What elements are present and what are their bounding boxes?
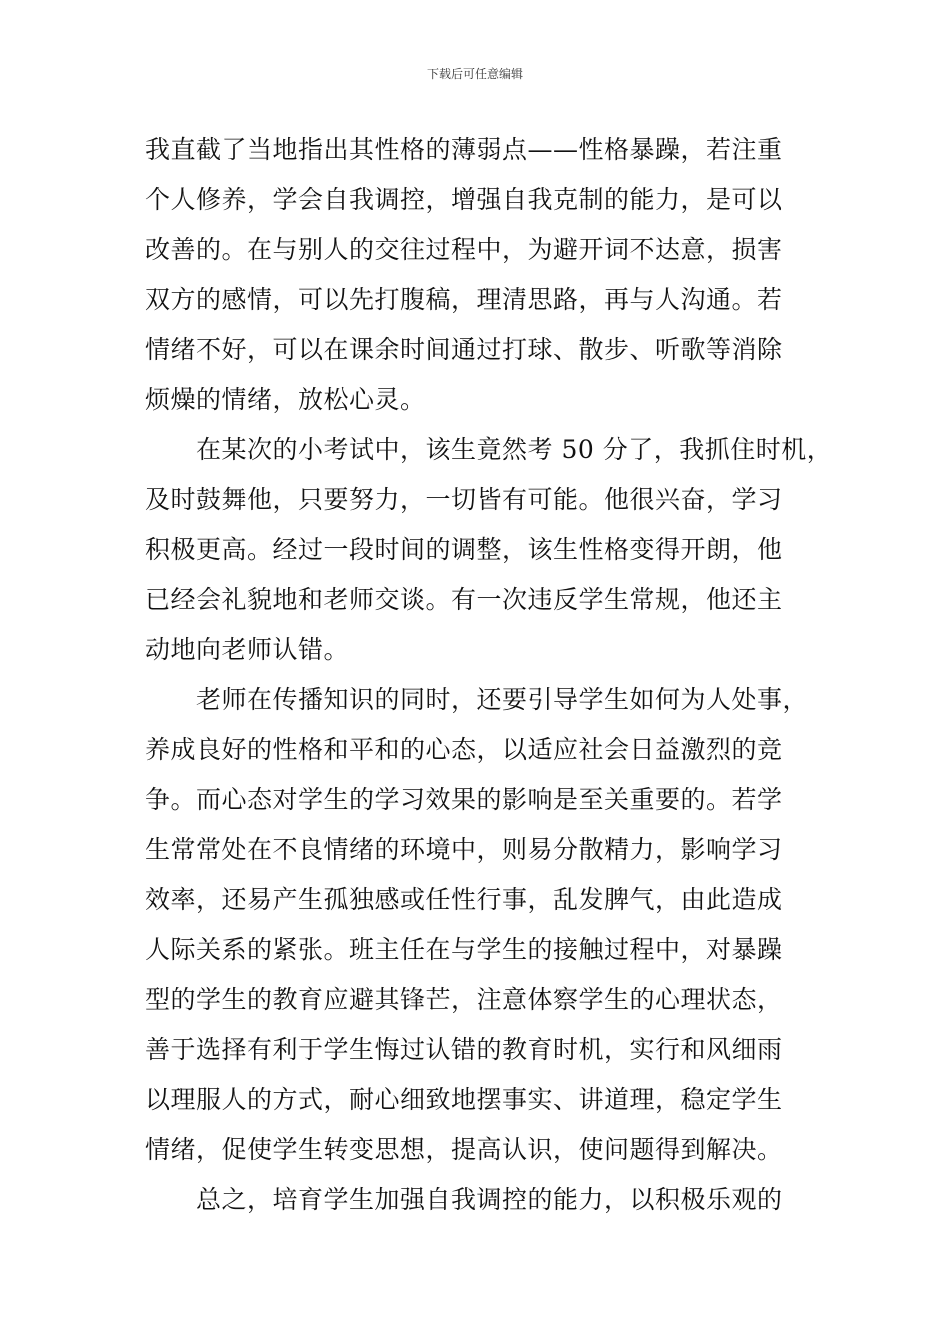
text-line: 个人修养，学会自我调控，增强自我克制的能力，是可以	[145, 185, 783, 214]
text-line: 人际关系的紧张。班主任在与学生的接触过程中，对暴躁	[145, 935, 783, 964]
text-line: 老师在传播知识的同时，还要引导学生如何为人处事，	[145, 685, 809, 714]
text-line: 善于选择有利于学生悔过认错的教育时机，实行和风细雨	[145, 1035, 783, 1064]
text-line: 烦燥的情绪，放松心灵。	[145, 385, 426, 414]
text-line: 生常常处在不良情绪的环境中，则易分散精力，影响学习	[145, 835, 783, 864]
text-line: 及时鼓舞他，只要努力，一切皆有可能。他很兴奋，学习	[145, 485, 783, 514]
text-line: 总之，培育学生加强自我调控的能力，以积极乐观的	[145, 1185, 783, 1214]
text-line: 情绪不好，可以在课余时间通过打球、散步、听歌等消除	[145, 335, 783, 364]
text-line: 在某次的小考试中，该生竟然考 50 分了，我抓住时机，	[145, 435, 833, 464]
text-line: 已经会礼貌地和老师交谈。有一次违反学生常规，他还主	[145, 585, 783, 614]
text-line: 争。而心态对学生的学习效果的影响是至关重要的。若学	[145, 785, 783, 814]
text-line: 积极更高。经过一段时间的调整，该生性格变得开朗，他	[145, 535, 783, 564]
text-line: 我直截了当地指出其性格的薄弱点——性格暴躁，若注重	[145, 135, 783, 164]
text-line: 以理服人的方式，耐心细致地摆事实、讲道理，稳定学生	[145, 1085, 783, 1114]
text-line: 改善的。在与别人的交往过程中，为避开词不达意，损害	[145, 235, 783, 264]
text-line: 动地向老师认错。	[145, 635, 350, 664]
page-header: 下载后可任意编辑	[426, 67, 523, 81]
text-line: 型的学生的教育应避其锋芒，注意体察学生的心理状态，	[145, 985, 783, 1014]
text-line: 效率，还易产生孤独感或任性行事，乱发脾气，由此造成	[145, 885, 783, 914]
text-line: 双方的感情，可以先打腹稿，理清思路，再与人沟通。若	[145, 285, 783, 314]
text-line: 情绪，促使学生转变思想，提高认识，使问题得到解决。	[145, 1135, 783, 1164]
text-line: 养成良好的性格和平和的心态，以适应社会日益激烈的竞	[145, 735, 783, 764]
